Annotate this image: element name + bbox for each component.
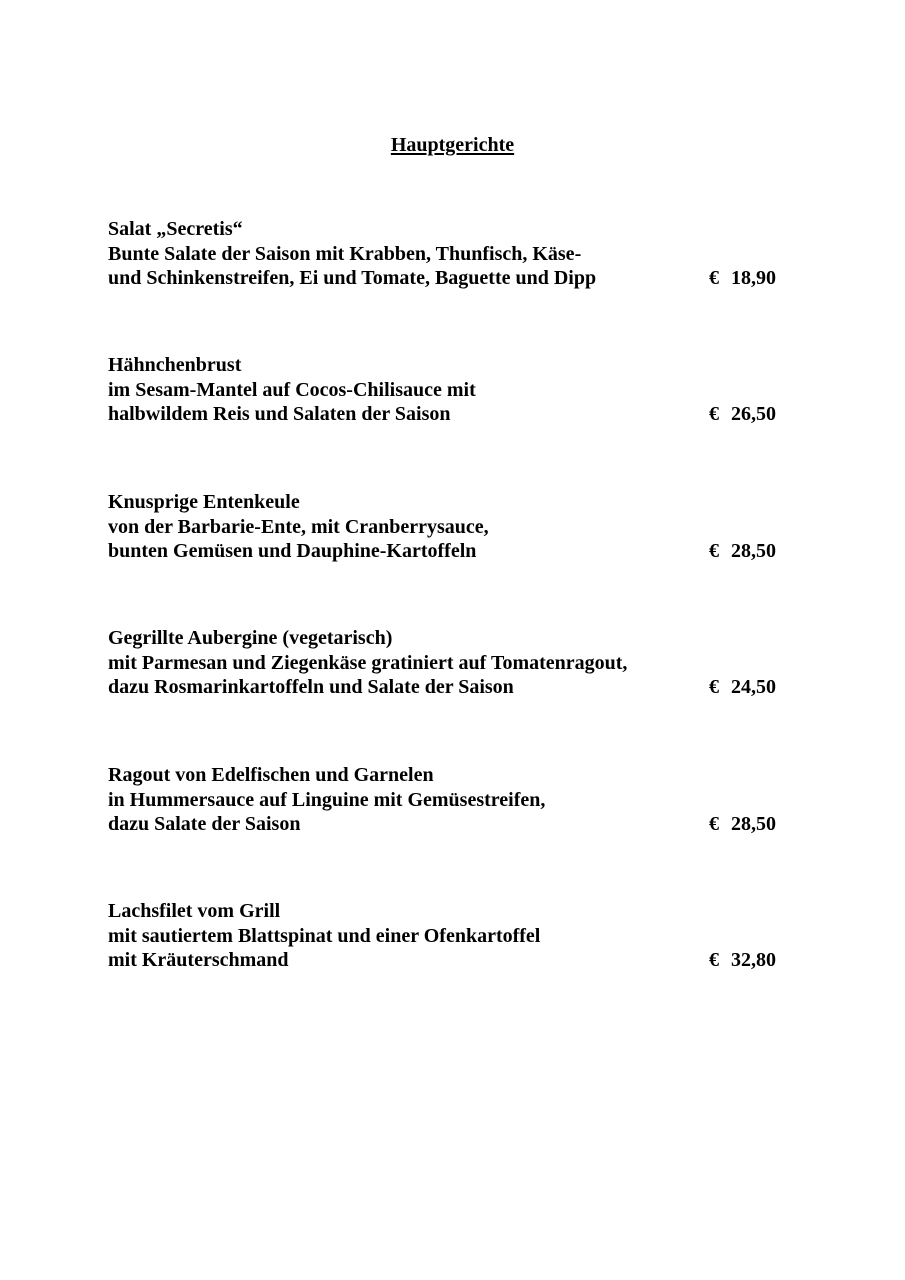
price-amount: 18,90: [731, 267, 776, 289]
dish-description-line: in Hummersauce auf Linguine mit Gemüsestreifen,: [108, 788, 546, 811]
dish-description-line: dazu Salate der Saison: [108, 813, 301, 835]
menu-item-aubergine: [108, 626, 798, 700]
dish-name: Salat „Secretis“: [108, 218, 243, 240]
dish-description-line: und Schinkenstreifen, Ei und Tomate, Baguette und Dipp: [108, 267, 597, 289]
dish-name: Lachsfilet vom Grill: [108, 900, 281, 922]
menu-item-ragout: [108, 763, 798, 837]
currency-symbol: €: [709, 540, 719, 562]
dish-description-line: mit Parmesan und Ziegenkäse gratiniert auf Tomatenragout,: [108, 651, 628, 674]
dish-name: Hähnchenbrust: [108, 354, 242, 376]
dish-price: [709, 948, 779, 973]
menu-item-haehnchenbrust: [108, 353, 798, 427]
dish-name: Knusprige Entenkeule: [108, 491, 300, 513]
dish-price: [709, 675, 779, 700]
currency-symbol: €: [709, 949, 719, 971]
price-amount: 28,50: [731, 540, 776, 562]
dish-description-line: von der Barbarie-Ente, mit Cranberrysauce,: [108, 515, 489, 538]
dish-description-line: bunten Gemüsen und Dauphine-Kartoffeln: [108, 540, 477, 562]
price-amount: 28,50: [731, 813, 776, 835]
currency-symbol: €: [709, 403, 719, 425]
currency-symbol: €: [709, 267, 719, 289]
dish-price: [709, 402, 779, 427]
dish-description-line: Bunte Salate der Saison mit Krabben, Thunfisch, Käse-: [108, 242, 582, 265]
dish-name: Ragout von Edelfischen und Garnelen: [108, 764, 434, 786]
currency-symbol: €: [709, 676, 719, 698]
menu-item-salat-secretis: [108, 217, 798, 291]
dish-description-line: mit Kräuterschmand: [108, 949, 289, 971]
menu-item-entenkeule: [108, 490, 798, 564]
price-amount: 32,80: [731, 949, 776, 971]
menu-item-lachsfilet: [108, 899, 798, 973]
currency-symbol: €: [709, 813, 719, 835]
dish-name: Gegrillte Aubergine (vegetarisch): [108, 627, 393, 649]
price-amount: 26,50: [731, 403, 776, 425]
dish-description-line: im Sesam-Mantel auf Cocos-Chilisauce mit: [108, 378, 476, 401]
dish-description-line: mit sautiertem Blattspinat und einer Ofenkartoffel: [108, 924, 541, 947]
price-amount: 24,50: [731, 676, 776, 698]
dish-price: [709, 539, 779, 564]
dish-description-line: dazu Rosmarinkartoffeln und Salate der Saison: [108, 676, 514, 698]
page-title: Hauptgerichte: [390, 134, 515, 156]
dish-price: [709, 266, 779, 291]
dish-description-line: halbwildem Reis und Salaten der Saison: [108, 403, 451, 425]
dish-price: [709, 812, 779, 837]
